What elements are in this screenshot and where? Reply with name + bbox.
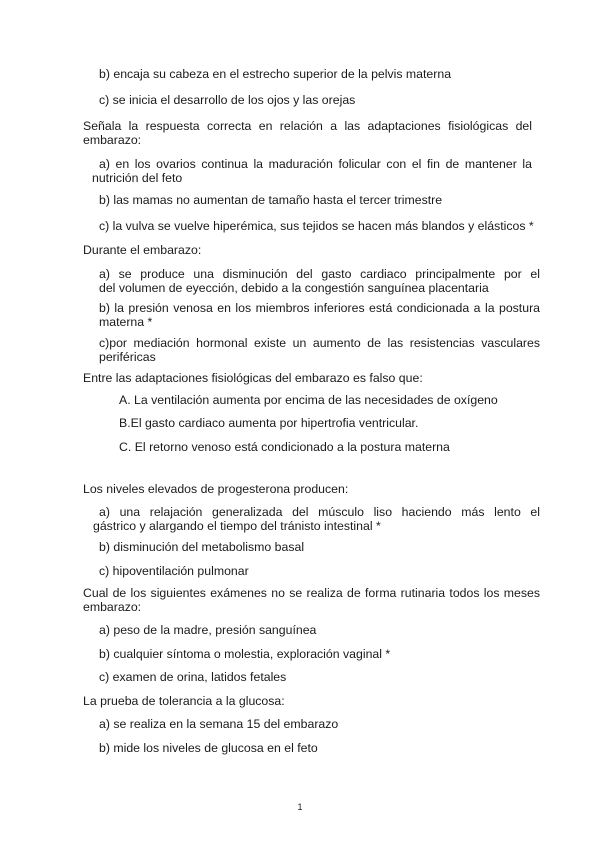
answer-text: b) la presión venosa en los miembros inferiores está condicionada a la postura (99, 301, 540, 315)
answer-option: b) disminución del metabolismo basal (99, 540, 305, 554)
answer-option: c) la vulva se vuelve hiperémica, sus tejidos se hacen más blandos y elásticos * (99, 219, 534, 233)
answer-text: del volumen de eyección, debido a la congestión sanguínea placentaria (99, 281, 489, 296)
question-text: embarazo: (83, 600, 142, 615)
answer-text: nutrición del feto (92, 171, 183, 186)
answer-option: c) hipoventilación pulmonar (99, 564, 249, 578)
question-text: Cual de los siguientes exámenes no se realiza de forma rutinaria todos los meses (83, 586, 540, 600)
answer-text: a) una relajación generalizada del músculo liso haciendo más lento el (99, 505, 540, 519)
answer-option (99, 301, 540, 330)
answer-option: A. La ventilación aumenta por encima de las necesidades de oxígeno (119, 393, 498, 407)
answer-option: B.El gasto cardiaco aumenta por hipertrofia ventricular. (119, 416, 419, 430)
question-text: La prueba de tolerancia a la glucosa: (83, 694, 285, 708)
answer-option (92, 157, 532, 186)
answer-option: C. El retorno venoso está condicionado a la postura materna (119, 440, 450, 454)
answer-text: c)por mediación hormonal existe un aumento de las resistencias vasculares (99, 336, 540, 350)
answer-option (99, 336, 540, 365)
question-text: Señala la respuesta correcta en relación a las adaptaciones fisiológicas del (83, 119, 532, 133)
answer-option (99, 267, 540, 296)
question-block (83, 119, 532, 148)
answer-option: c) se inicia el desarrollo de los ojos y las orejas (99, 93, 356, 107)
answer-text: a) se produce una disminución del gasto cardiaco principalmente por el (99, 267, 540, 281)
answer-text: a) en los ovarios continua la maduración folicular con el fin de mantener la (99, 157, 532, 171)
answer-text: materna * (99, 315, 153, 330)
answer-option: a) peso de la madre, presión sanguínea (99, 623, 317, 637)
page-number: 1 (297, 802, 303, 812)
question-text: Durante el embarazo: (83, 243, 202, 257)
question-block (83, 586, 540, 615)
answer-option: b) las mamas no aumentan de tamaño hasta el tercer trimestre (99, 193, 443, 207)
answer-option: b) encaja su cabeza en el estrecho superior de la pelvis materna (99, 67, 452, 81)
answer-option (93, 505, 540, 534)
question-text: Entre las adaptaciones fisiológicas del embarazo es falso que: (83, 371, 423, 385)
answer-text: gástrico y alargando el tiempo del tránisto intestinal * (93, 519, 381, 534)
question-text: Los niveles elevados de progesterona producen: (83, 482, 349, 496)
question-text: embarazo: (83, 133, 142, 148)
answer-text: periféricas (99, 350, 156, 365)
answer-option: c) examen de orina, latidos fetales (99, 670, 287, 684)
answer-option: a) se realiza en la semana 15 del embarazo (99, 717, 339, 731)
answer-option: b) cualquier síntoma o molestia, exploración vaginal * (99, 647, 391, 661)
answer-option: b) mide los niveles de glucosa en el feto (99, 741, 318, 755)
